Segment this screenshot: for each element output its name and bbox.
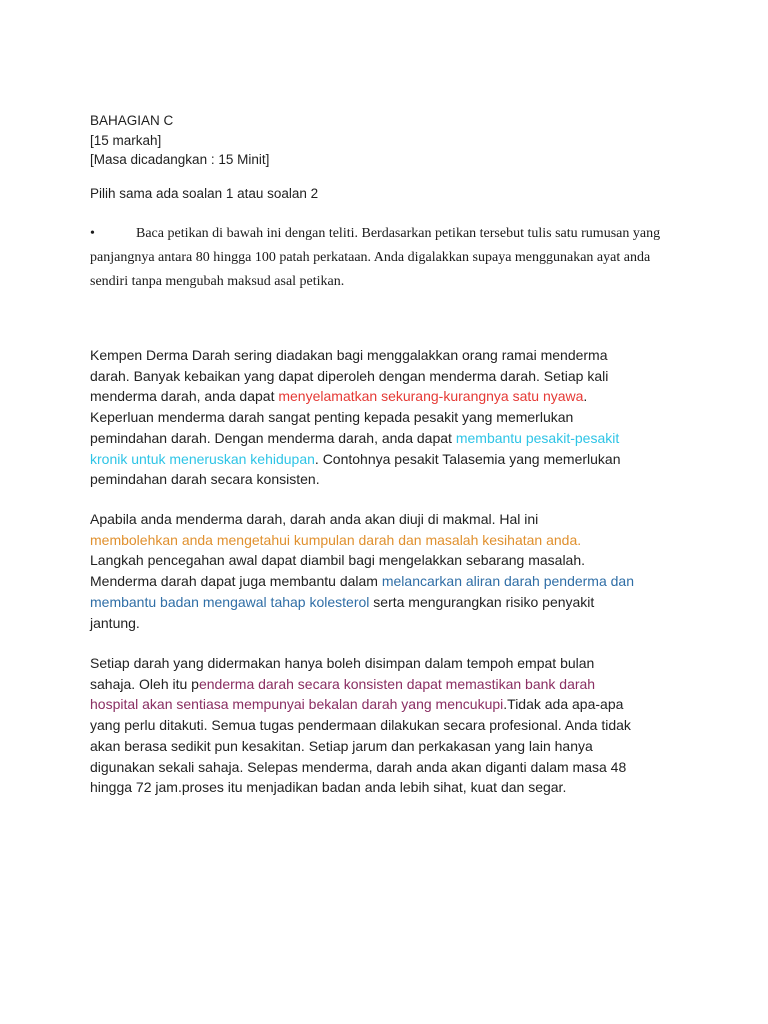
passage-line: darah. Banyak kebaikan yang dapat diperoleh dengan menderma darah. Setiap kali bbox=[90, 367, 609, 384]
highlight-cyan: kronik untuk meneruskan kehidupan bbox=[90, 450, 315, 467]
passage-line: pemindahan darah secara konsisten. bbox=[90, 471, 320, 488]
passage-line: kronik untuk meneruskan kehidupan. Contohnya pesakit Talasemia yang memerlukan bbox=[90, 450, 621, 467]
passage-line: Setiap darah yang didermakan hanya boleh disimpan dalam tempoh empat bulan bbox=[90, 655, 595, 671]
passage-paragraph-3 bbox=[90, 653, 690, 798]
marks-label: [15 markah] bbox=[90, 132, 162, 148]
passage-line: menderma darah, anda dapat menyelamatkan sekurang-kurangnya satu nyawa. bbox=[90, 388, 588, 405]
question-choice-instruction: Pilih sama ada soalan 1 atau soalan 2 bbox=[90, 186, 319, 201]
passage-line: sahaja. Oleh itu penderma darah secara konsisten dapat memastikan bank darah bbox=[90, 675, 596, 692]
task-instructions bbox=[90, 222, 690, 294]
passage-line: akan berasa sedikit pun kesakitan. Setiap jarum dan perkakasan yang lain hanya bbox=[90, 737, 593, 754]
passage-line: jantung. bbox=[90, 614, 140, 631]
task-line: sendiri tanpa mengubah maksud asal petikan. bbox=[90, 274, 345, 289]
passage-line: Keperluan menderma darah sangat penting kepada pesakit yang memerlukan bbox=[90, 409, 574, 426]
passage-line: pemindahan darah. Dengan menderma darah, anda dapat membantu pesakit-pesakit bbox=[90, 429, 620, 446]
passage-line: yang perlu ditakuti. Semua tugas pendermaan dilakukan secara profesional. Anda tidak bbox=[90, 717, 631, 734]
section-title: BAHAGIAN C bbox=[90, 113, 174, 128]
passage-paragraph-1 bbox=[90, 345, 690, 490]
highlight-orange: membolehkan anda mengetahui kumpulan darah dan masalah kesihatan anda. bbox=[90, 531, 582, 548]
passage-line: hingga 72 jam.proses itu menjadikan badan anda lebih sihat, kuat dan segar. bbox=[90, 779, 567, 796]
section-header bbox=[90, 111, 269, 170]
bullet-point: • bbox=[90, 226, 95, 241]
task-line: panjangnya antara 80 hingga 100 patah perkataan. Anda digalakkan supaya menggunakan ayat anda bbox=[90, 250, 651, 265]
highlight-blue: membantu badan mengawal tahap kolesterol bbox=[90, 593, 370, 610]
passage-line: digunakan sekali sahaja. Selepas menderma, darah anda akan diganti dalam masa 48 bbox=[90, 758, 627, 775]
passage-line: membantu badan mengawal tahap kolesterol serta mengurangkan risiko penyakit bbox=[90, 593, 595, 610]
passage-line: Langkah pencegahan awal dapat diambil bagi mengelakkan sebarang masalah. bbox=[90, 552, 586, 569]
time-allocation: [Masa dicadangkan : 15 Minit] bbox=[90, 152, 270, 167]
passage-line: hospital akan sentiasa mempunyai bekalan darah yang mencukupi.Tidak ada apa-apa bbox=[90, 696, 624, 713]
highlight-blue: melancarkan aliran darah penderma dan bbox=[381, 573, 635, 590]
highlight-red: menyelamatkan sekurang-kurangnya satu nyawa bbox=[278, 388, 584, 405]
highlight-purple: enderma darah secara konsisten dapat memastikan bank darah bbox=[198, 675, 596, 692]
highlight-cyan: membantu pesakit-pesakit bbox=[455, 429, 620, 446]
passage-line: Kempen Derma Darah sering diadakan bagi menggalakkan orang ramai menderma bbox=[90, 347, 608, 363]
passage-line: Menderma darah dapat juga membantu dalam melancarkan aliran darah penderma dan bbox=[90, 573, 635, 590]
highlight-purple: hospital akan sentiasa mempunyai bekalan darah yang mencukupi bbox=[90, 696, 504, 713]
passage-line: Apabila anda menderma darah, darah anda akan diuji di makmal. Hal ini bbox=[90, 511, 539, 527]
task-line: Baca petikan di bawah ini dengan teliti. Berdasarkan petikan tersebut tulis satu rumusan yang bbox=[136, 226, 661, 241]
passage-paragraph-2 bbox=[90, 509, 690, 633]
